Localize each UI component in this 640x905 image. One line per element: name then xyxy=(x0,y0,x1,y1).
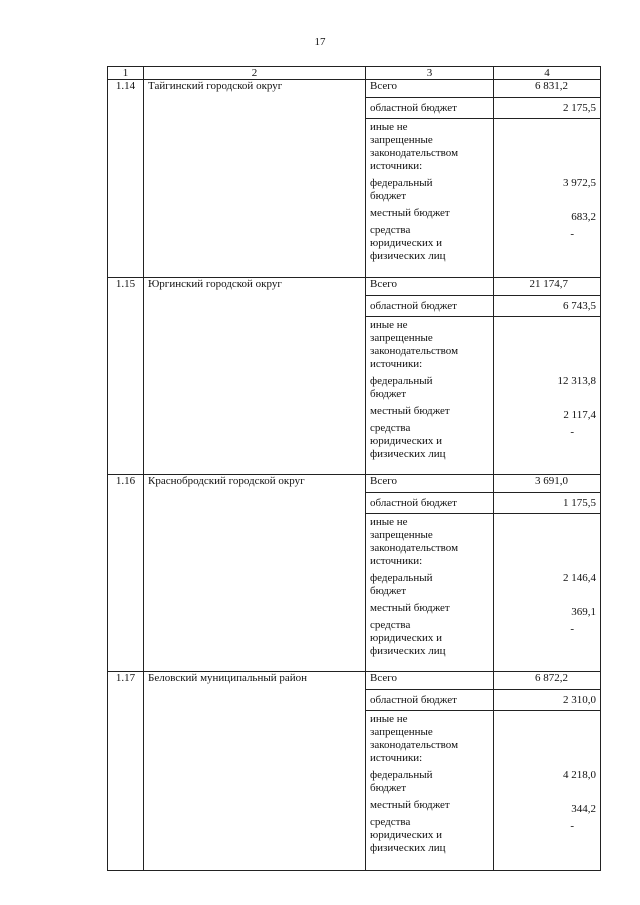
legal-label-line: средства xyxy=(370,422,411,434)
funding-table xyxy=(107,66,601,871)
block-row-total xyxy=(108,475,601,493)
total-label: Всего xyxy=(366,672,494,690)
federal-label-line: бюджет xyxy=(370,388,406,400)
other-sources-label-line: законодательством xyxy=(370,542,459,554)
other-values-cell xyxy=(494,317,601,475)
other-sources-label-line: источники: xyxy=(370,358,423,370)
other-values-cell xyxy=(494,119,601,278)
total-value: 6 872,2 xyxy=(494,672,601,690)
header-col-4: 4 xyxy=(494,67,601,80)
total-label: Всего xyxy=(366,80,494,98)
header-col-1: 1 xyxy=(108,67,144,80)
block-row-total xyxy=(108,80,601,98)
local-value: 683,2 xyxy=(571,211,596,223)
total-label: Всего xyxy=(366,278,494,296)
block-number: 1.16 xyxy=(108,475,144,672)
legal-value: - xyxy=(570,820,574,832)
local-value: 2 117,4 xyxy=(563,409,596,421)
regional-value: 6 743,5 xyxy=(494,296,601,317)
header-col-2: 2 xyxy=(144,67,366,80)
regional-label: областной бюджет xyxy=(366,296,494,317)
local-value: 344,2 xyxy=(571,803,596,815)
federal-value: 4 218,0 xyxy=(563,769,596,781)
local-label: местный бюджет xyxy=(370,207,450,219)
federal-label-line: федеральный xyxy=(370,572,433,584)
other-sources-label-line: законодательством xyxy=(370,345,459,357)
federal-value: 3 972,5 xyxy=(563,177,596,189)
other-values-cell xyxy=(494,711,601,871)
header-row xyxy=(108,67,601,80)
legal-label-line: юридических и xyxy=(370,829,443,841)
block-row-total xyxy=(108,278,601,296)
legal-value: - xyxy=(570,228,574,240)
legal-label-line: физических лиц xyxy=(370,448,446,460)
other-sources-label-line: иные не xyxy=(370,121,408,133)
federal-label-line: бюджет xyxy=(370,585,406,597)
legal-label-line: физических лиц xyxy=(370,250,446,262)
legal-label-line: физических лиц xyxy=(370,645,446,657)
other-sources-label-line: иные не xyxy=(370,516,408,528)
regional-value: 1 175,5 xyxy=(494,493,601,514)
block-name: Юргинский городской округ xyxy=(144,278,366,475)
total-value: 3 691,0 xyxy=(494,475,601,493)
local-value: 369,1 xyxy=(571,606,596,618)
other-sources-label-line: запрещенные xyxy=(370,332,433,344)
other-sources-cell xyxy=(366,711,494,871)
other-sources-cell xyxy=(366,514,494,672)
block-name: Краснобродский городской округ xyxy=(144,475,366,672)
other-sources-cell xyxy=(366,317,494,475)
federal-label-line: федеральный xyxy=(370,769,433,781)
legal-label-line: юридических и xyxy=(370,632,443,644)
other-sources-label-line: запрещенные xyxy=(370,134,433,146)
federal-label-line: бюджет xyxy=(370,190,406,202)
other-sources-label-line: иные не xyxy=(370,319,408,331)
legal-value: - xyxy=(570,623,574,635)
other-sources-label-line: законодательством xyxy=(370,739,459,751)
local-label: местный бюджет xyxy=(370,799,450,811)
legal-label-line: средства xyxy=(370,816,411,828)
legal-label-line: физических лиц xyxy=(370,842,446,854)
legal-value: - xyxy=(570,426,574,438)
block-number: 1.17 xyxy=(108,672,144,871)
regional-label: областной бюджет xyxy=(366,690,494,711)
other-sources-label-line: запрещенные xyxy=(370,726,433,738)
regional-label: областной бюджет xyxy=(366,493,494,514)
legal-label-line: средства xyxy=(370,224,411,236)
block-number: 1.15 xyxy=(108,278,144,475)
other-sources-label-line: запрещенные xyxy=(370,529,433,541)
other-sources-label-line: законодательством xyxy=(370,147,459,159)
federal-value: 12 313,8 xyxy=(557,375,596,387)
block-name: Беловский муниципальный район xyxy=(144,672,366,871)
page-number: 17 xyxy=(314,36,326,48)
block-number: 1.14 xyxy=(108,80,144,278)
other-sources-label-line: источники: xyxy=(370,160,423,172)
local-label: местный бюджет xyxy=(370,405,450,417)
total-label: Всего xyxy=(366,475,494,493)
regional-value: 2 310,0 xyxy=(494,690,601,711)
block-row-total xyxy=(108,672,601,690)
block-name: Тайгинский городской округ xyxy=(144,80,366,278)
header-col-3: 3 xyxy=(366,67,494,80)
other-sources-cell xyxy=(366,119,494,278)
regional-value: 2 175,5 xyxy=(494,98,601,119)
total-value: 6 831,2 xyxy=(494,80,601,98)
local-label: местный бюджет xyxy=(370,602,450,614)
federal-label-line: бюджет xyxy=(370,782,406,794)
legal-label-line: юридических и xyxy=(370,435,443,447)
federal-value: 2 146,4 xyxy=(563,572,596,584)
regional-label: областной бюджет xyxy=(366,98,494,119)
other-sources-label-line: источники: xyxy=(370,555,423,567)
other-sources-label-line: иные не xyxy=(370,713,408,725)
legal-label-line: юридических и xyxy=(370,237,443,249)
total-value: 21 174,7 xyxy=(494,278,601,296)
other-values-cell xyxy=(494,514,601,672)
legal-label-line: средства xyxy=(370,619,411,631)
federal-label-line: федеральный xyxy=(370,177,433,189)
other-sources-label-line: источники: xyxy=(370,752,423,764)
federal-label-line: федеральный xyxy=(370,375,433,387)
